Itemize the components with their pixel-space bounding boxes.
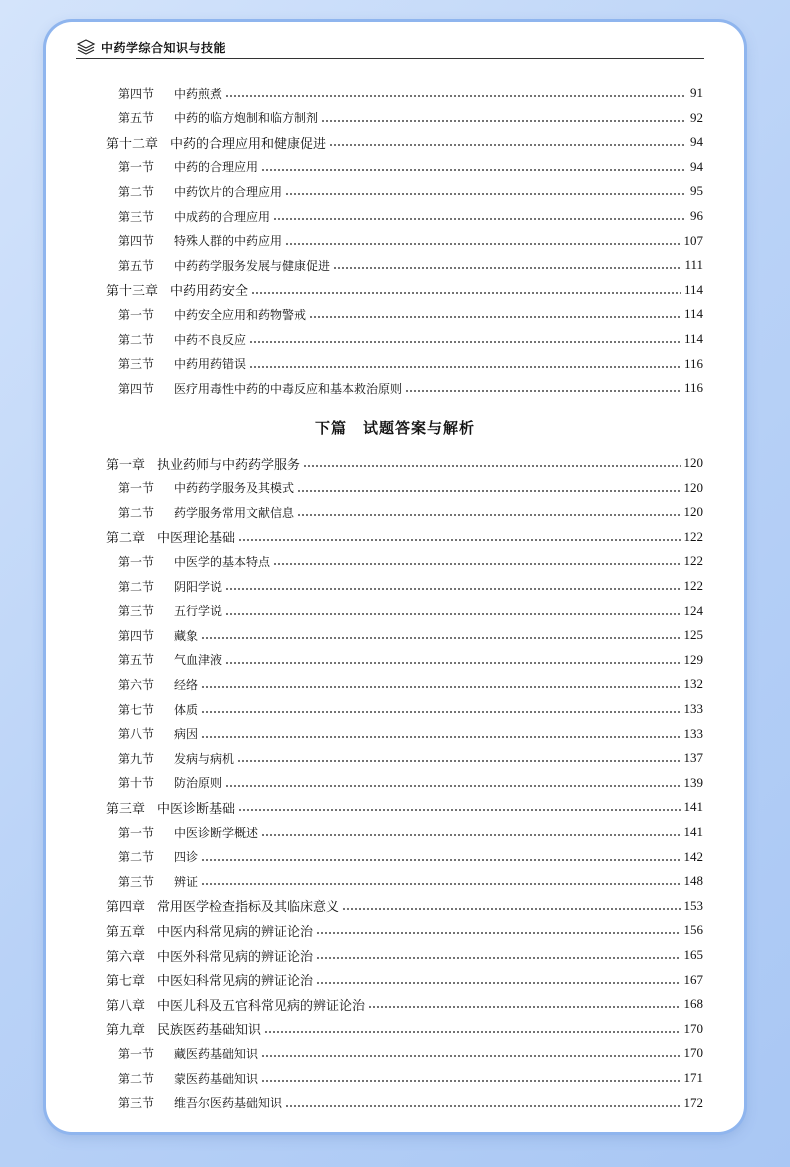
toc-section-row[interactable] bbox=[106, 305, 703, 323]
toc-chapter-row[interactable] bbox=[106, 946, 703, 964]
toc-entry-number: 第五章 bbox=[106, 924, 146, 940]
dot-leader bbox=[264, 1031, 680, 1033]
toc-entry-number: 第十二章 bbox=[106, 136, 159, 152]
toc-page-number: 91 bbox=[690, 85, 703, 100]
dot-leader bbox=[225, 613, 680, 615]
dot-leader bbox=[316, 932, 680, 934]
toc-entry-number: 第三节 bbox=[118, 1096, 155, 1111]
toc-section-row[interactable] bbox=[106, 330, 703, 348]
toc-page-number: 153 bbox=[683, 897, 703, 913]
toc-entry-number: 第三节 bbox=[118, 209, 155, 224]
toc-page-number: 137 bbox=[683, 750, 703, 766]
dot-leader bbox=[225, 95, 686, 97]
toc-section-row[interactable] bbox=[106, 577, 703, 595]
toc-section-row[interactable] bbox=[106, 379, 703, 397]
toc-entry-title: 中药的临方炮制和临方制剂 bbox=[174, 111, 319, 126]
dot-leader bbox=[273, 218, 686, 220]
dot-leader bbox=[225, 662, 680, 664]
toc-entry-title: 维吾尔医药基础知识 bbox=[174, 1096, 283, 1111]
toc-chapter-row[interactable] bbox=[106, 528, 703, 546]
toc-entry-title: 中药的合理应用和健康促进 bbox=[170, 136, 327, 152]
dot-leader bbox=[238, 539, 680, 541]
dot-leader bbox=[261, 834, 680, 836]
toc-entry-number: 第三节 bbox=[118, 874, 155, 889]
dot-leader bbox=[297, 514, 680, 516]
toc-entry-title: 阴阳学说 bbox=[174, 579, 223, 594]
dot-leader bbox=[309, 316, 681, 318]
toc-section-row[interactable] bbox=[106, 182, 703, 200]
toc-section-row[interactable] bbox=[106, 749, 703, 767]
toc-page-number: 124 bbox=[683, 602, 703, 618]
toc-page-number: 92 bbox=[690, 109, 703, 125]
toc-entry-title: 蒙医药基础知识 bbox=[174, 1071, 259, 1086]
toc-entry-title: 四诊 bbox=[174, 850, 199, 865]
toc-page-number: 120 bbox=[683, 455, 703, 470]
toc-page-number: 122 bbox=[683, 528, 703, 544]
dot-leader bbox=[238, 809, 680, 811]
book-title: 中药学综合知识与技能 bbox=[101, 40, 227, 55]
toc-chapter-row[interactable] bbox=[106, 133, 703, 151]
toc-entry-number: 第一节 bbox=[118, 554, 155, 569]
toc-page-number: 172 bbox=[683, 1094, 703, 1110]
toc-page-number: 171 bbox=[683, 1070, 703, 1085]
toc-entry-number: 第四节 bbox=[118, 381, 155, 396]
toc-entry-title: 中药药学服务发展与健康促进 bbox=[174, 258, 331, 273]
dot-leader bbox=[251, 292, 681, 294]
toc-entry-number: 第八节 bbox=[118, 727, 155, 742]
dot-leader bbox=[201, 859, 680, 861]
toc-entry-number: 第三节 bbox=[118, 604, 155, 619]
toc-section-row[interactable] bbox=[106, 503, 703, 521]
toc-entry-title: 辨证 bbox=[174, 874, 199, 889]
table-of-contents bbox=[46, 22, 744, 1132]
toc-entry-number: 第二节 bbox=[118, 505, 155, 520]
toc-entry-number: 第五节 bbox=[118, 258, 155, 273]
toc-entry-number: 第五节 bbox=[118, 111, 155, 126]
toc-page-number: 156 bbox=[683, 922, 703, 938]
dot-leader bbox=[368, 1006, 680, 1008]
toc-entry-number: 第二节 bbox=[118, 579, 155, 594]
toc-section-row[interactable] bbox=[106, 158, 703, 176]
toc-entry-number: 第一节 bbox=[118, 160, 155, 175]
toc-page-number: 94 bbox=[690, 158, 703, 174]
dot-leader bbox=[201, 736, 680, 738]
dot-leader bbox=[249, 341, 681, 343]
toc-entry-number: 第四节 bbox=[118, 628, 155, 643]
toc-entry-number: 第二节 bbox=[118, 850, 155, 865]
dot-leader bbox=[297, 490, 680, 492]
toc-entry-title: 病因 bbox=[174, 727, 199, 742]
toc-entry-number: 第五节 bbox=[118, 653, 155, 668]
toc-page-number: 96 bbox=[690, 208, 703, 223]
dot-leader bbox=[225, 588, 680, 590]
dot-leader bbox=[316, 982, 680, 984]
toc-page-number: 167 bbox=[683, 971, 703, 987]
page-card bbox=[46, 22, 744, 1132]
toc-entry-number: 第六章 bbox=[106, 949, 146, 965]
toc-entry-number: 第一章 bbox=[106, 457, 146, 473]
toc-entry-title: 中医妇科常见病的辨证论治 bbox=[157, 974, 314, 990]
toc-page-number: 114 bbox=[683, 281, 703, 297]
toc-page-number: 132 bbox=[683, 676, 703, 692]
dot-leader bbox=[201, 686, 680, 688]
toc-chapter-row[interactable] bbox=[106, 798, 703, 816]
toc-entry-title: 药学服务常用文献信息 bbox=[174, 505, 295, 520]
toc-entry-title: 中医儿科及五官科常见病的辨证论治 bbox=[157, 998, 366, 1014]
toc-section-row[interactable] bbox=[106, 725, 703, 743]
toc-entry-number: 第三章 bbox=[106, 801, 146, 817]
dot-leader bbox=[237, 760, 680, 762]
dot-leader bbox=[261, 1055, 680, 1057]
dot-leader bbox=[285, 243, 680, 245]
toc-section-row[interactable] bbox=[106, 232, 703, 250]
toc-entry-title: 体质 bbox=[174, 702, 199, 717]
dot-leader bbox=[261, 169, 686, 171]
toc-section-row[interactable] bbox=[106, 823, 703, 841]
toc-section-row[interactable] bbox=[106, 848, 703, 866]
toc-page-number: 125 bbox=[683, 627, 703, 643]
dot-leader bbox=[201, 883, 680, 885]
toc-page-number: 120 bbox=[683, 504, 703, 520]
toc-section-row[interactable] bbox=[106, 1044, 703, 1062]
toc-section-row[interactable] bbox=[106, 602, 703, 620]
dot-leader bbox=[405, 390, 681, 392]
dot-leader bbox=[261, 1080, 680, 1082]
toc-page-number: 114 bbox=[683, 306, 703, 322]
toc-page-number: 116 bbox=[683, 380, 703, 396]
toc-page-number: 133 bbox=[683, 701, 703, 716]
toc-section-row[interactable] bbox=[106, 109, 703, 127]
toc-entry-number: 第二节 bbox=[118, 1071, 155, 1086]
toc-section-row[interactable] bbox=[106, 774, 703, 792]
toc-entry-title: 中医诊断基础 bbox=[157, 801, 236, 817]
toc-entry-number: 第三节 bbox=[118, 357, 155, 372]
toc-chapter-row[interactable] bbox=[106, 1020, 703, 1038]
toc-entry-title: 中医外科常见病的辨证论治 bbox=[157, 949, 314, 965]
toc-entry-title: 中药药学服务及其模式 bbox=[174, 481, 295, 496]
toc-page-number: 122 bbox=[683, 553, 703, 569]
toc-page-number: 114 bbox=[683, 331, 703, 346]
toc-entry-number: 第八章 bbox=[106, 998, 146, 1014]
toc-section-row[interactable] bbox=[106, 626, 703, 644]
toc-chapter-row[interactable] bbox=[106, 454, 703, 472]
toc-entry-title: 中药用药安全 bbox=[170, 284, 249, 300]
toc-entry-number: 第一节 bbox=[118, 307, 155, 322]
toc-section-row[interactable] bbox=[106, 651, 703, 669]
toc-entry-number: 第一节 bbox=[118, 1046, 155, 1061]
toc-page-number: 141 bbox=[683, 824, 703, 839]
toc-page-number: 139 bbox=[683, 774, 703, 790]
toc-page-number: 142 bbox=[683, 848, 703, 864]
toc-section-row[interactable] bbox=[106, 700, 703, 718]
toc-entry-title: 中医内科常见病的辨证论治 bbox=[157, 924, 314, 940]
toc-entry-title: 防治原则 bbox=[174, 776, 223, 791]
dot-leader bbox=[333, 267, 681, 269]
toc-page-number: 129 bbox=[683, 651, 703, 667]
toc-section-row[interactable] bbox=[106, 1094, 703, 1112]
toc-chapter-row[interactable] bbox=[106, 281, 703, 299]
toc-page-number: 120 bbox=[683, 479, 703, 495]
toc-entry-title: 中药不良反应 bbox=[174, 332, 247, 347]
toc-entry-title: 五行学说 bbox=[174, 604, 223, 619]
toc-entry-number: 第二章 bbox=[106, 531, 146, 547]
dot-leader bbox=[285, 1105, 680, 1107]
toc-entry-number: 第四节 bbox=[118, 234, 155, 249]
toc-entry-number: 第九节 bbox=[118, 751, 155, 766]
dot-leader bbox=[303, 465, 680, 467]
toc-section-row[interactable] bbox=[106, 675, 703, 693]
toc-section-row[interactable] bbox=[106, 479, 703, 497]
toc-entry-number: 第九章 bbox=[106, 1023, 146, 1039]
toc-entry-number: 第十三章 bbox=[106, 284, 159, 300]
toc-entry-number: 第二节 bbox=[118, 332, 155, 347]
toc-page-number: 122 bbox=[683, 578, 703, 593]
toc-entry-title: 气血津液 bbox=[174, 653, 223, 668]
toc-entry-title: 中医诊断学概述 bbox=[174, 825, 259, 840]
toc-entry-title: 执业药师与中药药学服务 bbox=[157, 457, 301, 473]
toc-entry-title: 中成药的合理应用 bbox=[174, 209, 271, 224]
toc-section-row[interactable] bbox=[106, 84, 703, 102]
dot-leader bbox=[316, 957, 680, 959]
toc-section-row[interactable] bbox=[106, 355, 703, 373]
toc-entry-number: 第一节 bbox=[118, 481, 155, 496]
toc-page-number: 116 bbox=[683, 355, 703, 371]
toc-entry-title: 医疗用毒性中药的中毒反应和基本救治原则 bbox=[174, 381, 403, 396]
toc-entry-number: 第六节 bbox=[118, 677, 155, 692]
toc-entry-title: 特殊人群的中药应用 bbox=[174, 234, 283, 249]
toc-page-number: 107 bbox=[683, 232, 703, 248]
toc-chapter-row[interactable] bbox=[106, 971, 703, 989]
toc-entry-number: 第四节 bbox=[118, 86, 155, 101]
toc-entry-title: 中药饮片的合理应用 bbox=[174, 184, 283, 199]
toc-entry-title: 常用医学检查指标及其临床意义 bbox=[157, 900, 340, 916]
toc-page-number: 111 bbox=[684, 257, 703, 273]
toc-entry-title: 中药煎煮 bbox=[174, 86, 223, 101]
toc-section-row[interactable] bbox=[106, 1069, 703, 1087]
toc-entry-number: 第一节 bbox=[118, 825, 155, 840]
part-heading: 下篇 试题答案与解析 bbox=[314, 419, 475, 437]
toc-entry-title: 中药的合理应用 bbox=[174, 160, 259, 175]
toc-entry-title: 民族医药基础知识 bbox=[157, 1023, 262, 1039]
toc-section-row[interactable] bbox=[106, 256, 703, 274]
dot-leader bbox=[249, 366, 681, 368]
toc-chapter-row[interactable] bbox=[106, 995, 703, 1013]
toc-entry-title: 藏象 bbox=[174, 628, 199, 643]
toc-chapter-row[interactable] bbox=[106, 921, 703, 939]
toc-entry-number: 第二节 bbox=[118, 184, 155, 199]
toc-page-number: 141 bbox=[683, 799, 703, 815]
toc-page-number: 165 bbox=[683, 947, 703, 962]
dot-leader bbox=[342, 908, 680, 910]
toc-chapter-row[interactable] bbox=[106, 897, 703, 915]
toc-section-row[interactable] bbox=[106, 872, 703, 890]
toc-entry-title: 发病与病机 bbox=[174, 751, 235, 766]
dot-leader bbox=[201, 711, 680, 713]
dot-leader bbox=[201, 637, 680, 639]
dot-leader bbox=[321, 120, 686, 122]
toc-entry-number: 第七章 bbox=[106, 974, 146, 990]
dot-leader bbox=[285, 193, 686, 195]
toc-entry-number: 第四章 bbox=[106, 900, 146, 916]
dot-leader bbox=[329, 144, 686, 146]
toc-page-number: 95 bbox=[690, 183, 703, 199]
toc-entry-title: 经络 bbox=[174, 677, 199, 692]
toc-page-number: 170 bbox=[683, 1045, 703, 1061]
toc-entry-title: 中药用药错误 bbox=[174, 357, 247, 372]
toc-page-number: 170 bbox=[683, 1020, 703, 1036]
toc-entry-number: 第七节 bbox=[118, 702, 155, 717]
toc-entry-title: 中医理论基础 bbox=[157, 531, 236, 547]
toc-page-number: 168 bbox=[683, 996, 703, 1012]
toc-entry-title: 藏医药基础知识 bbox=[174, 1046, 259, 1061]
toc-page-number: 148 bbox=[683, 873, 703, 889]
toc-page-number: 133 bbox=[683, 725, 703, 741]
toc-entry-title: 中医学的基本特点 bbox=[174, 554, 271, 569]
toc-section-row[interactable] bbox=[106, 207, 703, 225]
toc-entry-title: 中药安全应用和药物警戒 bbox=[174, 307, 307, 322]
dot-leader bbox=[273, 563, 680, 565]
toc-page-number: 94 bbox=[690, 134, 703, 150]
dot-leader bbox=[225, 785, 680, 787]
toc-section-row[interactable] bbox=[106, 552, 703, 570]
toc-entry-number: 第十节 bbox=[118, 776, 155, 791]
